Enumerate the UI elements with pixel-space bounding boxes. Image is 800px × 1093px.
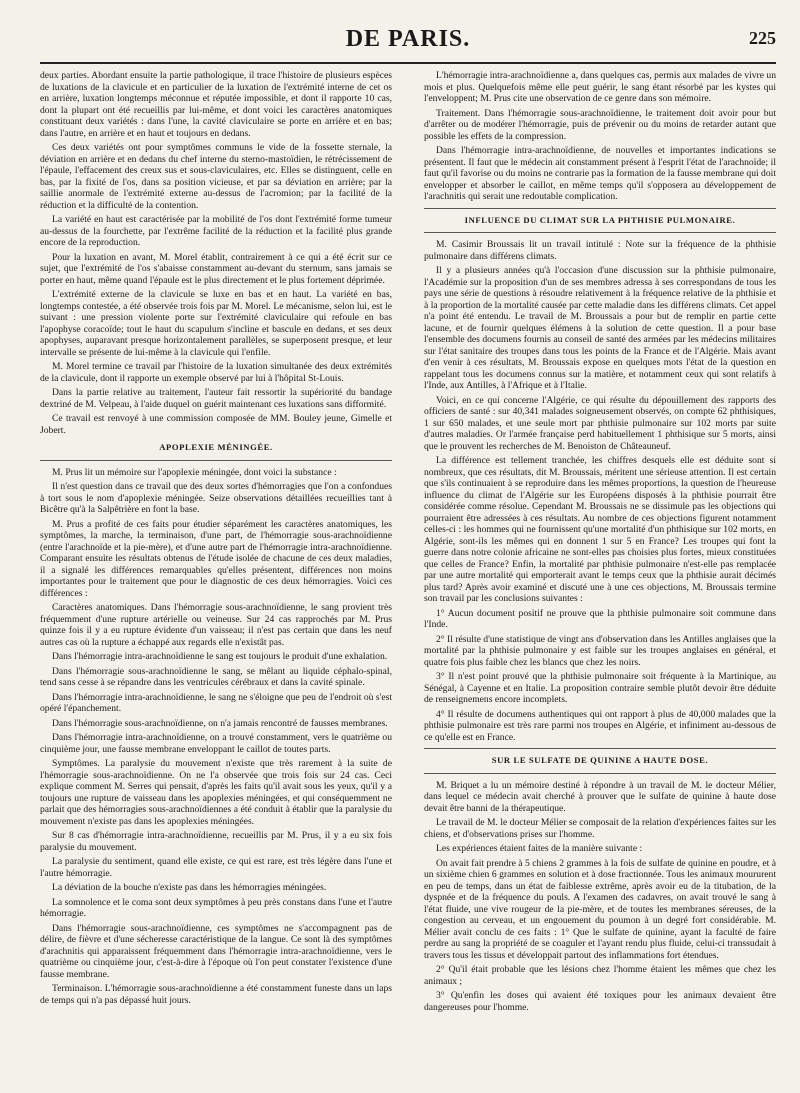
paragraph: 2° Qu'il était probable que les lésions chez l'homme étaient les mêmes que chez les animaux ; <box>424 964 776 987</box>
paragraph: Ce travail est renvoyé à une commission composée de MM. Bouley jeune, Gimelle et Jobert. <box>40 413 392 436</box>
paragraph: M. Casimir Broussais lit un travail intitulé : Note sur la fréquence de la phthisie pulmonaire dans différens climats. <box>424 239 776 262</box>
running-title: DE PARIS. <box>345 26 471 52</box>
columns <box>40 70 776 1088</box>
divider <box>424 208 776 209</box>
paragraph: Terminaison. L'hémorragie sous-arachnoïdienne a été constamment funeste dans un laps de temps qui n'a pas dépassé huit jours. <box>40 983 392 1006</box>
paragraph: Traitement. Dans l'hémorragie sous-arachnoïdienne, le traitement doit avoir pour but d'arrêter ou de modérer l'hémorragie, puis de prévenir ou du moins de retarder autant que possible les effets de la compression. <box>424 107 776 142</box>
paragraph: Caractères anatomiques. Dans l'hémorragie sous-arachnoïdienne, le sang provient très fréquemment d'une rupture artérielle ou veineuse. Sur 24 cas rapprochés par M. Prus quinze fois il y a eu rupture évidente d'un vaisseau; il n'est pas certain que dans les neuf autres cas où la rupture a échappé aux regards elle n'existât pas. <box>40 602 392 648</box>
page-number: 225 <box>749 28 776 48</box>
paragraph: Pour la luxation en avant, M. Morel établit, contrairement à ce qui a été écrit sur ce sujet, que l'extrémité de l'os s'abaisse constamment au-devant du sternum, sans jamais se porter en haut, même quand l'épaule est le plus directement et le plus fortement déprimée. <box>40 251 392 286</box>
paragraph: M. Morel termine ce travail par l'histoire de la luxation simultanée des deux extrémités de la clavicule, dont il rapporte un exemple observé par lui à l'hôpital St-Louis. <box>40 361 392 384</box>
paragraph: La différence est tellement tranchée, les chiffres desquels elle est déduite sont si nombreux, que ces résultats, dit M. Broussais, méritent une sérieuse attention. Il est certain que s'ils continuaient à se reproduire dans les mêmes proportions, la question de l'heureuse influence du climat de l'Algérie sur les Européens disposés à la phthisie pourrait être considérée comme résolue. Cependant M. Broussais ne se dissimule pas les objections qui pourraient être adressées à ces résultats. Au nombre de ces objections figurent notamment celles-ci : les hommes qui ne fournissent qu'une mortalité d'un phthisique sur 102 morts, en Algérie, sont-ils les mêmes qui en donnent 1 sur 5 en France? Les troupes qui font la guerre dans notre colonie africaine ne sont-elles pas choisies plus fortes, mieux constituées que celles de France? Enfin, la mortalité par phthisie pulmonaire n'est-elle pas remplacée par une autre mortalité qui emporterait avant le temps ceux que la phthisie aurait décimés plus tard? Après avoir examiné et discuté une à une ces objections, M. Broussais termine son travail par les conclusions suivantes : <box>424 455 776 604</box>
divider <box>424 748 776 749</box>
paragraph: Dans l'hémorragie sous-arachnoïdienne, on n'a jamais rencontré de fausses membranes. <box>52 717 388 729</box>
paragraph: Le travail de M. le docteur Mélier se composait de la relation d'expériences faites sur les chiens, et d'observations prises sur l'homme. <box>424 817 776 840</box>
paragraph: deux parties. Abordant ensuite la partie pathologique, il trace l'histoire de plusieurs espèces de luxations de la clavicule et en particulier de la luxation de l'extrémité interne de cet os en arrière, luxation longtemps méconnue et réputée impossible, et dont il rapporte 10 cas, dont la plupart ont été recueillis par lui-même, et dont voici les caractères anatomiques constituant deux variétés : dans l'une, la cavité claviculaire se porte en arrière et en bas; dans l'autre, en arrière et en haut et toujours en dedans. <box>40 70 392 139</box>
paragraph: Dans la partie relative au traitement, l'auteur fait ressortir la supériorité du bandage dextriné de M. Velpeau, à l'aide duquel on guérit maintenant ces luxations sans difformité. <box>40 387 392 410</box>
paragraph: M. Briquet a lu un mémoire destiné à répondre à un travail de M. le docteur Mélier, dans lequel ce médecin avait cherché à prouver que le sulfate de quinine à haute dose devait être banni de la thérapeutique. <box>424 779 776 814</box>
paragraph: L'extrémité externe de la clavicule se luxe en bas et en haut. La variété en bas, longtemps contestée, a été observée trois fois par M. Morel. Le mécanisme, selon lui, est le suivant : une pression violente porte sur l'extrémité claviculaire qui refoule en bas l'apophyse coracoïde; tout le haut du scapulum s'incline et bascule en dedans, et ses deux apophyses, auparavant presque horizontalement parallèles, se superposent presque, et leur intervalle se présente de lui-même à la clavicule qui l'enfile. <box>40 289 392 358</box>
paragraph: 2° Il résulte d'une statistique de vingt ans d'observation dans les Antilles anglaises que la mortalité par la phthisie pulmonaire y est faible sur les troupes anglaises en général, et quatre fois plus faible chez les blancs que chez les noirs. <box>424 633 776 668</box>
paragraph: Il n'est question dans ce travail que des deux sortes d'hémorragies que l'on a confondues à tort sous le nom d'apoplexie méningée. Seize observations détaillées recueillies tant à Bicêtre qu'à la Salpêtrière en font la base. <box>40 481 392 515</box>
page-header <box>40 22 776 64</box>
paragraph: 1° Aucun document positif ne prouve que la phthisie pulmonaire soit commune dans l'Inde. <box>424 607 776 630</box>
paragraph: Dans l'hémorragie intra-arachnoïdienne, le sang ne s'éloigne que peu de l'endroit où s'est opéré l'épanchement. <box>40 691 392 714</box>
paragraph: Dans l'hémorragie intra-arachnoïdienne le sang est toujours le produit d'une exhalation. <box>52 651 388 662</box>
divider <box>424 773 776 774</box>
left-column <box>40 70 392 1088</box>
paragraph: M. Prus lit un mémoire sur l'apoplexie méningée, dont voici la substance : <box>52 466 337 478</box>
paragraph: Ces deux variétés ont pour symptômes communs le vide de la fossette sternale, la déviation en arrière et en dedans du chef interne du sterno-mastoïdien, le rétrécissement de l'épaule, l'effacement des creux sus et sous-claviculaires, etc. Elles se distinguent, celle en bas, par la fixité de l'os, dans sa position vicieuse, et par sa déviation en arrière; par la saillie anormale de l'extrémité externe au-dessus de l'acromion; par la facilité de la réduction et la difficulté de la contention. <box>40 142 392 211</box>
paragraph: 3° Qu'enfin les doses qui avaient été toxiques pour les animaux devaient être dangereuses pour l'homme. <box>424 990 776 1013</box>
paragraph: Voici, en ce qui concerne l'Algérie, ce qui résulte du dépouillement des rapports des officiers de santé : sur 40,341 malades soigneusement observés, on compte 62 phthisiques, 1 sur 650 malades, et une seule mort par phthisie pulmonaire sur 102 morts par suite d'autres maladies. Or l'armée française perd habituellement 1 phthisique sur 5 morts, ainsi que le prouvent les recherches de M. Benoiston de Châteauneuf. <box>424 394 776 452</box>
paragraph: Il y a plusieurs années qu'à l'occasion d'une discussion sur la phthisie pulmonaire, l'Académie sur la proposition d'un de ses membres adressa à ses correspondans de tous les pays une série de questions à résoudre relativement à la fréquence relative de la phthisie et à la proportion de la mortalité causée par cette maladie dans les différens climats. Cet appel n'a point été entendu. Le travail de M. Broussais a pour but de remplir en partie cette lacune, et de fournir quelques élémens à la solution de cette question. Il a pour base l'ensemble des documens fournis au conseil de santé des armées par les médecins militaires sur l'état sanitaire des troupes dans tous les points de la France et de l'Algérie. Mais avant d'en venir à ces résultats, M. Broussais expose en quelques mots l'état de la question en rappelant tous les documens connus sur la matière, et notamment ceux qui sont relatifs à l'Inde, aux Antilles, à l'Afrique et à l'Italie. <box>424 265 776 391</box>
paragraph: Dans l'hémorragie intra-arachnoïdienne, de nouvelles et importantes indications se présentent. Il faut que le médecin ait constamment présent à l'esprit l'état de l'arachnoïde; il faut qu'il favorise ou du moins ne contrarie pas la formation de la fausse membrane qui doit envelopper et absorber le caillot, en même temps qu'il s'opposera au développement de l'arachnitis qui serait une redoutable complication. <box>424 145 776 202</box>
paragraph: 3° Il n'est point prouvé que la phthisie pulmonaire soit fréquente à la Martinique, au Sénégal, à Cayenne et en Italie. La proposition contraire semble plutôt devoir être déduite de renseignemens encore incomplets. <box>424 671 776 705</box>
paragraph: L'hémorragie intra-arachnoïdienne a, dans quelques cas, permis aux malades de vivre un mois et plus. Quelquefois même elle peut guérir, le sang étant résorbé par les kystes qui l'enveloppent; M. Prus cite une observation de ce genre dans son mémoire. <box>424 70 776 104</box>
paragraph: Sur 8 cas d'hémorragie intra-arachnoïdienne, recueillis par M. Prus, il y a eu six fois paralysie du mouvement. <box>40 830 392 853</box>
paragraph: La déviation de la bouche n'existe pas dans les hémorragies méningées. <box>52 882 327 893</box>
paragraph: 4° Il résulte de documens authentiques qui ont rapport à plus de 40,000 malades que la phthisie pulmonaire est très rare parmi nos troupes en Algérie, et infiniment au-dessous de ce qu'elle est en France. <box>424 708 776 743</box>
paragraph: La somnolence et le coma sont deux symptômes à peu près constans dans l'une et l'autre hémorragie. <box>40 896 392 919</box>
paragraph: M. Prus a profité de ces faits pour étudier séparément les caractères anatomiques, les symptômes, la marche, la terminaison, d'une part, de l'hémorragie sous-arachnoïdienne (entre l'arachnoïde et la pie-mère), et d'une autre part de l'hémorragie intra-arachnoïdienne. Comparant ensuite les résultats obtenus de l'étude isolée de chacune de ces deux maladies, il a signalé les différences remarquables qu'elles présentent, différences non moins importantes pour le traitement que pour le diagnostic de ces deux hémorragies. Voici ces différences : <box>40 518 392 599</box>
paragraph: La paralysie du sentiment, quand elle existe, ce qui est rare, est très légère dans l'une et l'autre hémorragie. <box>40 856 392 879</box>
paragraph: Les expériences étaient faites de la manière suivante : <box>436 843 643 854</box>
paragraph: Dans l'hémorragie intra-arachnoïdienne, on a trouvé constamment, vers le quatrième ou cinquième jour, une fausse membrane enveloppant le caillot de toutes parts. <box>40 732 392 755</box>
divider <box>424 232 776 233</box>
section-heading-quinine: SUR LE SULFATE DE QUININE A HAUTE DOSE. <box>491 755 709 765</box>
paragraph: La variété en haut est caractérisée par la mobilité de l'os dont l'extrémité forme tumeur au-dessus de la fourchette, par l'extrême facilité de la réduction et la facilité plus grande encore de la reproduction. <box>40 214 392 248</box>
paragraph: Dans l'hémorragie sous-arachnoïdienne, ces symptômes ne s'accompagnent pas de délire, de fièvre et d'une sécheresse caractéristique de la langue. Ce sont là des symptômes d'arachnitis qui apparaissent fréquemment dans l'hémorragie intra-arachnoïdienne, vers le quatrième ou cinquième jour, c'est-à-dire à l'époque où l'on peut constater l'existence d'une fausse membrane. <box>40 922 392 980</box>
section-heading-apoplexie: APOPLEXIE MÉNINGÉE. <box>159 442 273 452</box>
paragraph: Dans l'hémorragie sous-arachnoïdienne le sang, se mêlant au liquide céphalo-spinal, tend sans cesse à se répandre dans les ventricules cérébraux et dans la cavité spinale. <box>40 665 392 688</box>
section-heading-climat: INFLUENCE DU CLIMAT SUR LA PHTHISIE PULMONAIRE. <box>464 214 736 225</box>
paragraph: Symptômes. La paralysie du mouvement n'existe que très rarement à la suite de l'hémorragie sous-arachnoïdienne. On ne l'a observée que trois fois sur 24 cas. Ceci explique comment M. Serres qui pensait, d'après les faits qu'il avait sous les yeux, qu'il y a toujours une rupture de vaisseau dans les apoplexies méningées, et qui conséquemment ne parlait que des hémorragies sous-arachnoïdiennes a été conduit à établir que la paralysie du mouvement n'existe pas dans les apoplexies méningées. <box>40 758 392 827</box>
right-column <box>424 70 776 1088</box>
paragraph: On avait fait prendre à 5 chiens 2 grammes à la fois de sulfate de quinine en poudre, et à un sixième chien 6 grammes en solution et à dose fractionnée. Tous les animaux moururent en peu de temps, dans un état de faiblesse extrême, après avoir eu de la titubation, de la dyspnée et de la fréquence du pouls. A l'examen des cadavres, on avait trouvé le sang à l'état fluide, une vive rougeur de la pie-mère, et de toutes les membranes séreuses, de la congestion au cerveau, et un engouement du poumon à un degré fort considérable. M. Mélier avait conclu de ces faits : 1° Que le sulfate de quinine, ayant la faculté de faire perdre au sang la propriété de se coaguler et l'ayant rendu plus fluide, celui-ci transsudait à travers tous les tissus et développait partout des inflammations fort étendues. <box>424 857 776 961</box>
divider <box>40 460 392 461</box>
